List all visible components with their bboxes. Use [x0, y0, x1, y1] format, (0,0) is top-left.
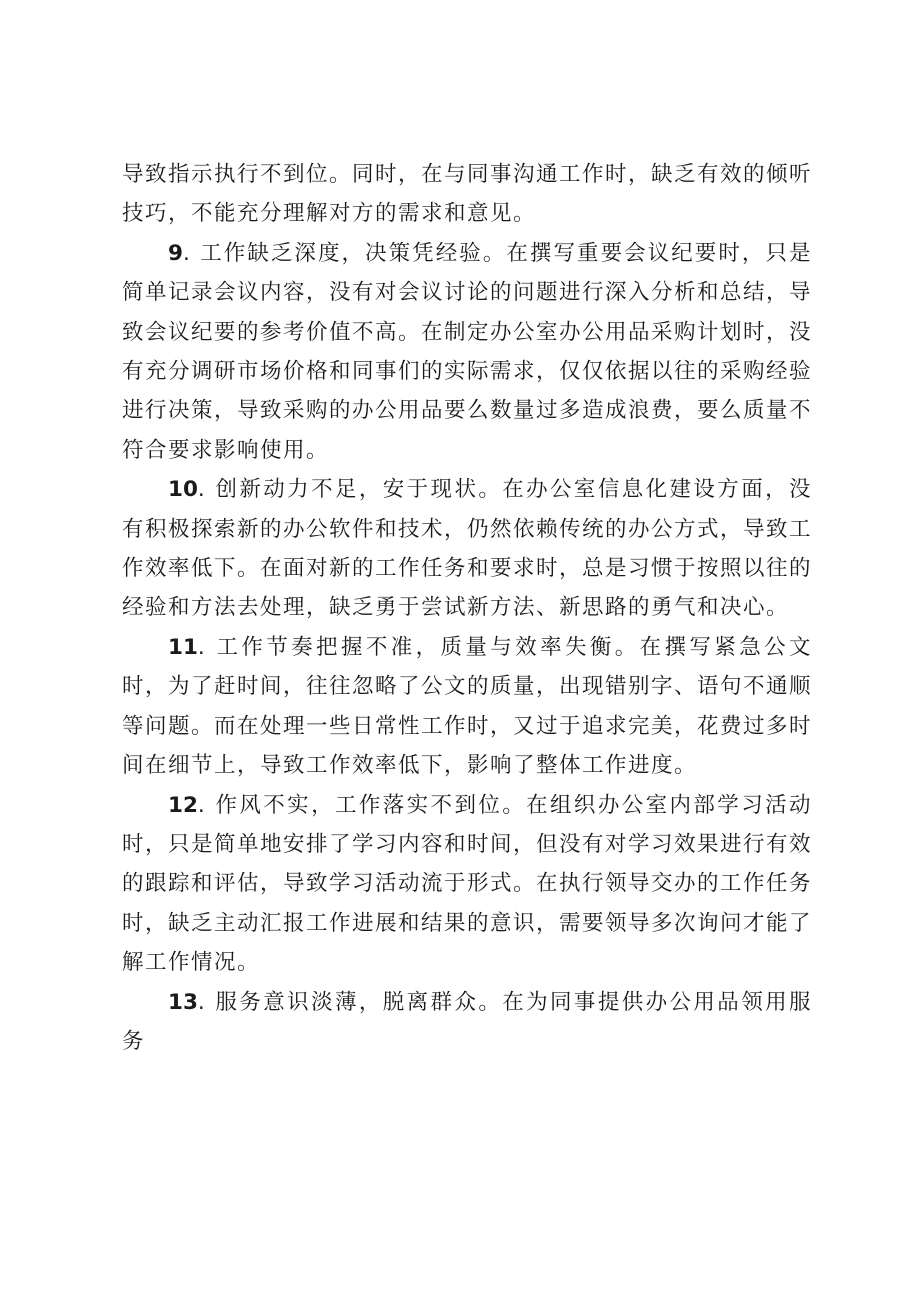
paragraph-text: . 工作缺乏深度，决策凭经验。在撰写重要会议纪要时，只是简单记录会议内容，没有对会议讨论的问题进行深入分析和总结，导致会议纪要的参考价值不高。在制定办公室办公用品采购计划时，没有充分调研市场价格和同事们的实际需求，仅仅依据以往的采购经验进行决策，导致采购的办公用品要么数量过多造成浪费，要么质量不符合要求影响使用。: [122, 240, 813, 463]
paragraph-number: 13: [168, 989, 198, 1015]
paragraph-item-11: [122, 628, 812, 786]
paragraph-number: 11: [168, 634, 198, 660]
paragraph-text: . 工作节奏把握不准，质量与效率失衡。在撰写紧急公文时，为了赶时间，往往忽略了公文的质量，出现错别字、语句不通顺等问题。而在处理一些日常性工作时，又过于追求完美，花费过多时间在细节上，导致工作效率低下，影响了整体工作进度。: [122, 634, 813, 779]
paragraph-item-13: [122, 983, 812, 1062]
document-body: [122, 155, 812, 1061]
paragraph-number: 10: [168, 477, 198, 503]
paragraph-item-9: [122, 234, 812, 470]
paragraph-text: . 创新动力不足，安于现状。在办公室信息化建设方面，没有积极探索新的办公软件和技术，仍然依赖传统的办公方式，导致工作效率低下。在面对新的工作任务和要求时，总是习惯于按照以往的经验和方法去处理，缺乏勇于尝试新方法、新思路的勇气和决心。: [122, 477, 813, 621]
paragraph-text: . 服务意识淡薄，脱离群众。在为同事提供办公用品领用服务: [122, 989, 812, 1054]
paragraph-number: 12: [168, 792, 198, 818]
paragraph-continuation: [122, 155, 812, 234]
paragraph-text: . 作风不实，工作落实不到位。在组织办公室内部学习活动时，只是简单地安排了学习内容和时间，但没有对学习效果进行有效的跟踪和评估，导致学习活动流于形式。在执行领导交办的工作任务时，缺乏主动汇报工作进展和结果的意识，需要领导多次询问才能了解工作情况。: [122, 792, 813, 976]
paragraph-item-10: [122, 470, 812, 628]
paragraph-item-12: [122, 786, 812, 983]
paragraph-text: 导致指示执行不到位。同时，在与同事沟通工作时，缺乏有效的倾听技巧，不能充分理解对方的需求和意见。: [122, 162, 813, 227]
paragraph-number: 9: [168, 240, 183, 266]
